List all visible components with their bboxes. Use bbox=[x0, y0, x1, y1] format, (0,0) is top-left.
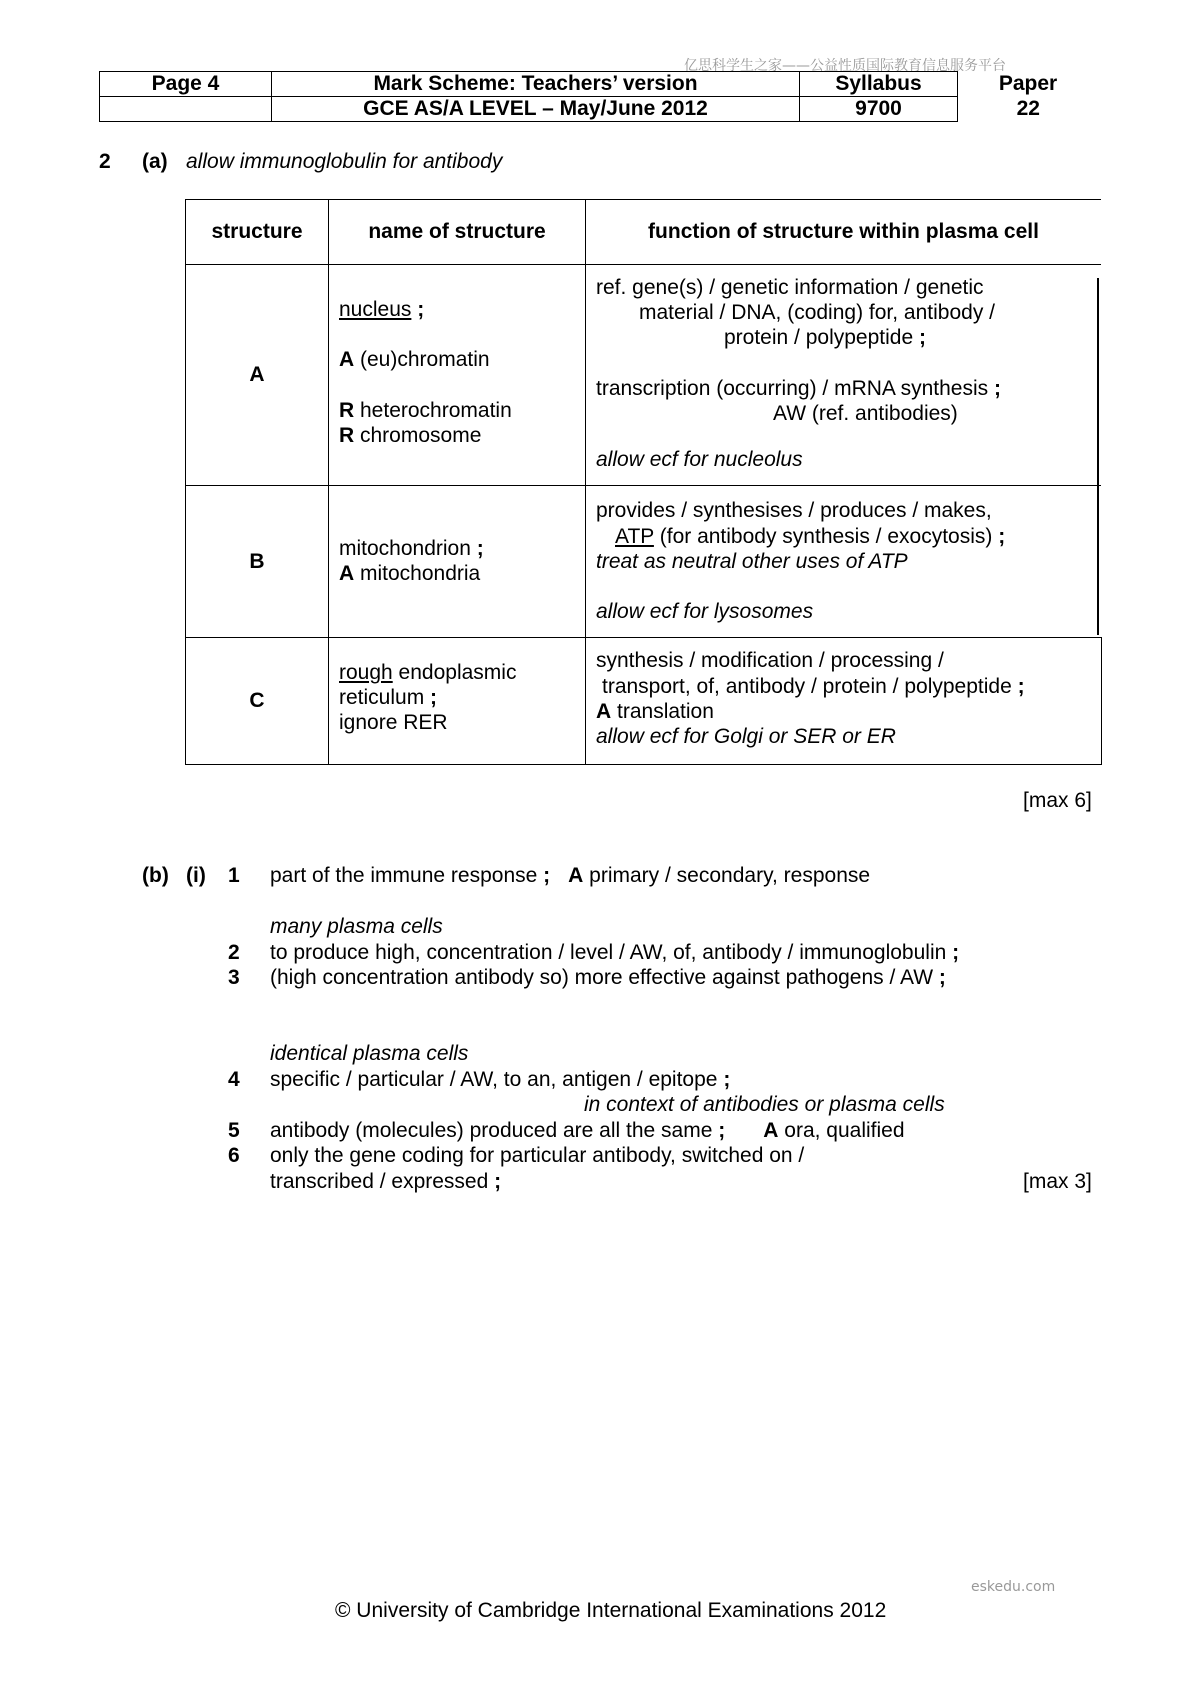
row-c-semicolon: ; bbox=[424, 686, 438, 709]
row-c-func-line-1: synthesis / modification / processing / bbox=[596, 649, 944, 672]
mark-semicolon: ; bbox=[993, 377, 1001, 400]
point-2-text: to produce high, concentration / level / AW, of, antibody / immunoglobulin bbox=[270, 941, 947, 964]
row-c-function bbox=[586, 638, 1102, 765]
row-a-func-line-4: transcription (occurring) / mRNA synthesis bbox=[596, 377, 989, 400]
reject-marker: R bbox=[339, 424, 355, 447]
row-c-name-reticulum: reticulum bbox=[339, 686, 425, 709]
row-b-func-line-1: provides / synthesises / produces / makes, bbox=[596, 499, 992, 522]
mark-semicolon: ; bbox=[494, 1170, 502, 1193]
row-b-name bbox=[329, 486, 586, 638]
point-5-text: antibody (molecules) produced are all the same bbox=[270, 1119, 713, 1142]
page-number: Page 4 bbox=[100, 72, 272, 97]
part-b-label: (b) bbox=[142, 864, 169, 887]
max-a: [max 6] bbox=[1023, 789, 1092, 812]
mark-semicolon: ; bbox=[718, 1119, 726, 1142]
row-b-function bbox=[586, 486, 1102, 638]
row-a-func-line-5: AW (ref. antibodies) bbox=[773, 402, 958, 425]
accept-marker: A bbox=[596, 700, 612, 723]
point-3-number: 3 bbox=[228, 966, 240, 989]
watermark-top: 亿思科学生之家——公益性质国际教育信息服务平台 bbox=[684, 58, 1006, 74]
mark-semicolon: ; bbox=[998, 525, 1006, 548]
mark-semicolon: ; bbox=[543, 864, 551, 887]
watermark-bottom: eskedu.com bbox=[971, 1579, 1056, 1595]
row-b-func-ecf: allow ecf for lysosomes bbox=[596, 600, 814, 623]
row-c-structure: C bbox=[186, 638, 329, 765]
mark-semicolon: ; bbox=[723, 1068, 731, 1091]
point-6-text: transcribed / expressed bbox=[270, 1170, 489, 1193]
page-header bbox=[99, 71, 1099, 122]
exam-title: GCE AS/A LEVEL – May/June 2012 bbox=[272, 97, 800, 122]
mark-semicolon: ; bbox=[952, 941, 960, 964]
point-1-text: part of the immune response bbox=[270, 864, 538, 887]
page-number-blank bbox=[100, 97, 272, 122]
row-a-name-main: nucleus bbox=[339, 298, 412, 321]
row-c-func-ecf: allow ecf for Golgi or SER or ER bbox=[596, 725, 896, 748]
point-6-line-2 bbox=[270, 1170, 501, 1194]
accept-marker: A bbox=[763, 1119, 779, 1142]
point-2-number: 2 bbox=[228, 941, 240, 964]
accept-marker: A bbox=[339, 348, 355, 371]
row-a-semicolon: ; bbox=[411, 298, 425, 321]
mark-semicolon: ; bbox=[1017, 675, 1025, 698]
point-4-text: specific / particular / AW, to an, antigen / epitope bbox=[270, 1068, 718, 1091]
row-a-accept: (eu)chromatin bbox=[354, 348, 490, 371]
point-5-alt: ora, qualified bbox=[784, 1119, 905, 1142]
point-3 bbox=[270, 966, 946, 990]
row-b-structure: B bbox=[186, 486, 329, 638]
syllabus-label: Syllabus bbox=[800, 72, 958, 97]
mark-semicolon: ; bbox=[918, 326, 926, 349]
heading-many-plasma-cells: many plasma cells bbox=[270, 915, 443, 938]
row-c-ignore: ignore RER bbox=[339, 711, 448, 734]
accept-marker: A bbox=[568, 864, 584, 887]
point-4-note: in context of antibodies or plasma cells bbox=[584, 1093, 945, 1116]
copyright-footer: © University of Cambridge International Examinations 2012 bbox=[335, 1599, 887, 1622]
row-a-name bbox=[329, 265, 586, 486]
point-4 bbox=[270, 1068, 730, 1092]
question-number: 2 bbox=[99, 150, 111, 173]
mark-semicolon: ; bbox=[938, 966, 946, 989]
syllabus-code: 9700 bbox=[800, 97, 958, 122]
point-6-line-1: only the gene coding for particular antibody, switched on / bbox=[270, 1144, 805, 1167]
row-a-func-line-3: protein / polypeptide bbox=[724, 326, 914, 349]
row-b-semicolon: ; bbox=[470, 537, 484, 560]
part-a-label: (a) bbox=[142, 150, 168, 173]
row-c-name-main: endoplasmic bbox=[392, 661, 517, 684]
point-2 bbox=[270, 941, 959, 965]
point-4-number: 4 bbox=[228, 1068, 240, 1091]
row-a-reject-2: chromosome bbox=[354, 424, 482, 447]
row-a-structure: A bbox=[186, 265, 329, 486]
paper-label: Paper bbox=[998, 72, 1058, 95]
table-right-border bbox=[1097, 278, 1099, 635]
row-c-func-translation: translation bbox=[617, 700, 714, 723]
row-a-func-line-1: ref. gene(s) / genetic information / genetic bbox=[596, 276, 984, 299]
col-header-function: function of structure within plasma cell bbox=[586, 200, 1102, 265]
col-header-structure: structure bbox=[186, 200, 329, 265]
max-b: [max 3] bbox=[1023, 1170, 1092, 1193]
point-3-text: (high concentration antibody so) more effective against pathogens / AW bbox=[270, 966, 934, 989]
point-1-alt: primary / secondary, response bbox=[589, 864, 871, 887]
row-b-func-neutral: treat as neutral other uses of ATP bbox=[596, 550, 908, 573]
row-c-func-line-2: transport, of, antibody / protein / polypeptide bbox=[602, 675, 1012, 698]
part-b-i-label: (i) bbox=[186, 864, 206, 887]
paper-number: 22 bbox=[1016, 97, 1040, 120]
point-5 bbox=[270, 1119, 905, 1143]
accept-marker: A bbox=[339, 562, 355, 585]
col-header-name: name of structure bbox=[329, 200, 586, 265]
answer-table bbox=[185, 199, 1102, 765]
heading-identical-plasma-cells: identical plasma cells bbox=[270, 1042, 469, 1065]
point-6-number: 6 bbox=[228, 1144, 240, 1167]
row-b-name-main: mitochondrion bbox=[339, 537, 471, 560]
point-5-number: 5 bbox=[228, 1119, 240, 1142]
row-a-function bbox=[586, 265, 1102, 486]
part-a-note: allow immunoglobulin for antibody bbox=[186, 150, 503, 173]
row-a-reject-1: heterochromatin bbox=[354, 399, 512, 422]
point-1 bbox=[270, 864, 870, 888]
row-b-func-line-2: (for antibody synthesis / exocytosis) bbox=[653, 525, 993, 548]
row-a-func-ecf: allow ecf for nucleolus bbox=[596, 448, 803, 471]
row-c-name bbox=[329, 638, 586, 765]
doc-title: Mark Scheme: Teachers’ version bbox=[272, 72, 800, 97]
row-b-func-atp: ATP bbox=[615, 525, 654, 548]
point-1-number: 1 bbox=[228, 864, 240, 887]
row-a-func-line-2: material / DNA, (coding) for, antibody / bbox=[639, 301, 995, 324]
reject-marker: R bbox=[339, 399, 355, 422]
row-c-name-rough: rough bbox=[339, 661, 393, 684]
row-b-accept: mitochondria bbox=[354, 562, 481, 585]
